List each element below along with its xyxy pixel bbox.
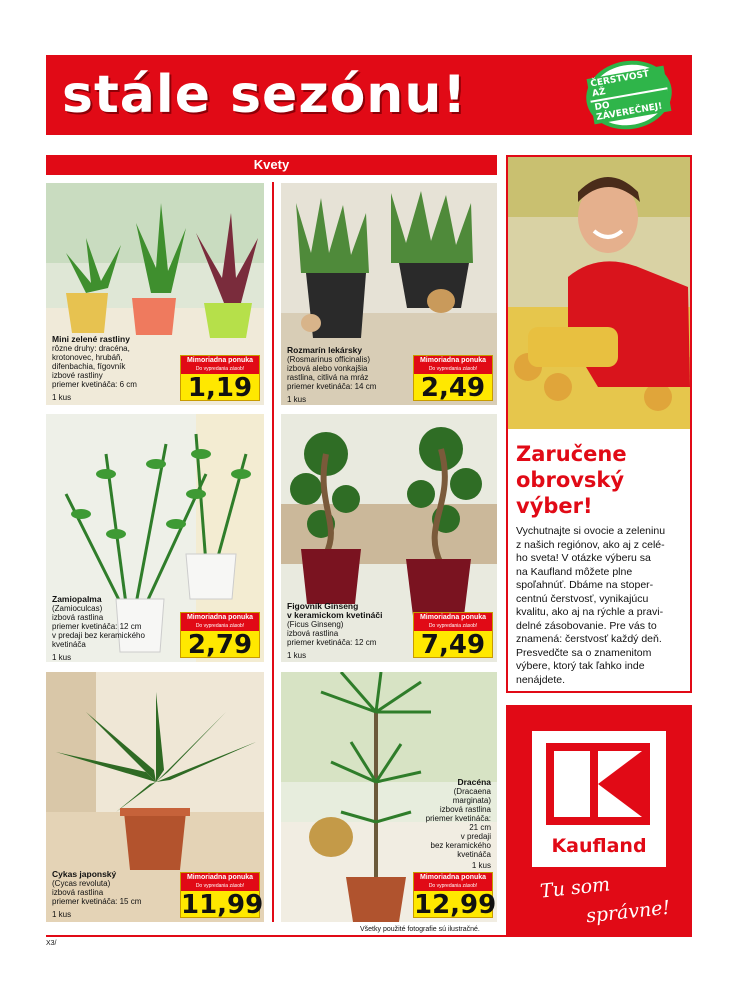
product-name: Zamiopalma xyxy=(52,594,102,604)
product-desc-2: krotonovec, hrubáň, xyxy=(52,353,123,362)
product-desc-1: (Zamioculcas) xyxy=(52,604,103,613)
product-desc-3: priemer kvetináča: 12 cm xyxy=(52,622,142,631)
slogan-line-2: správne! xyxy=(585,896,672,928)
product-desc-4: priemer kvetináča: 14 cm xyxy=(287,382,377,391)
section-title: Kvety xyxy=(46,155,497,175)
product-qty: 1 kus xyxy=(287,395,307,404)
product-name: Mini zelené rastliny xyxy=(52,334,130,344)
product-card-dracaena[interactable] xyxy=(281,672,497,922)
product-desc-2: marginata) xyxy=(452,796,491,805)
badge-line-1: ČERSTVOSŤ AŽ xyxy=(587,66,668,101)
promo-panel xyxy=(506,155,692,693)
product-info xyxy=(52,335,137,402)
product-desc-2: izbová alebo vonkajšia xyxy=(287,364,368,373)
product-info xyxy=(52,595,145,662)
price-tag xyxy=(180,612,260,658)
product-desc-1: rôzne druhy: dracéna, xyxy=(52,344,130,353)
price-label: Mimoriadna ponuka Do vypredania zásob! xyxy=(414,356,492,374)
price-label: Mimoriadna ponuka Do vypredania zásob! xyxy=(181,356,259,374)
product-name: Figovník Ginseng xyxy=(287,601,359,611)
badge-line-2: DO ZÁVEREČNEJ! xyxy=(591,89,672,124)
product-desc-2: izbová rastlina xyxy=(52,888,104,897)
price-value: 7,49 xyxy=(420,630,486,660)
promo-heading: Zaručene obrovský výber! xyxy=(516,442,627,518)
product-desc-4: priemer kvetináča: xyxy=(425,814,491,823)
product-desc-1: (Rosmarinus officinalis) xyxy=(287,355,370,364)
product-card-ficus-ginseng[interactable] xyxy=(281,414,497,662)
product-info xyxy=(426,778,491,870)
price-label: Mimoriadna ponuka Do vypredania zásob! xyxy=(181,613,259,631)
price-value: 2,79 xyxy=(187,630,253,660)
product-desc-3: difenbachia, fígovník xyxy=(52,362,126,371)
price-value: 1,19 xyxy=(187,373,253,403)
price-tag xyxy=(413,355,493,401)
product-qty: 1 kus xyxy=(471,861,491,870)
product-desc-5: priemer kvetináča: 6 cm xyxy=(52,380,137,389)
column-divider xyxy=(272,182,274,922)
bottom-divider xyxy=(46,935,692,937)
price-tag xyxy=(180,872,264,920)
product-name: Rozmarín lekársky xyxy=(287,345,363,355)
product-desc-8: kvetináča xyxy=(457,850,491,859)
product-desc-1: (Ficus Ginseng) xyxy=(287,620,344,629)
price-value: 12,99 xyxy=(414,890,497,920)
product-desc-4: izbové rastliny xyxy=(52,371,103,380)
product-desc-1: (Dracaena xyxy=(453,787,491,796)
product-desc-5: kvetináča xyxy=(52,640,86,649)
price-tag xyxy=(413,872,497,920)
price-value: 11,99 xyxy=(181,890,264,920)
price-value: 2,49 xyxy=(420,373,486,403)
product-card-mini-plants[interactable] xyxy=(46,183,264,405)
product-desc-3: priemer kvetináča: 12 cm xyxy=(287,638,377,647)
product-desc-4: v predaji bez keramického xyxy=(52,631,145,640)
product-desc-1: (Cycas revoluta) xyxy=(52,879,111,888)
price-tag xyxy=(413,612,493,658)
product-desc-2: izbová rastlina xyxy=(52,613,104,622)
page-code: X3/ xyxy=(46,940,57,947)
product-desc-3: rastlina, citlivá na mráz xyxy=(287,373,369,382)
product-desc-3: izbová rastlina xyxy=(439,805,491,814)
product-desc-6: v predaji xyxy=(460,832,491,841)
kaufland-k-icon xyxy=(546,743,650,825)
product-qty: 1 kus xyxy=(52,393,72,402)
freshness-badge xyxy=(581,54,678,136)
product-name-line-2: v keramickom kvetináči xyxy=(287,610,383,620)
product-card-cycas[interactable] xyxy=(46,672,264,922)
kaufland-logo xyxy=(532,731,666,867)
product-info xyxy=(52,870,141,919)
banner-title: stále sezónu! xyxy=(62,65,468,125)
product-qty: 1 kus xyxy=(52,910,72,919)
product-qty: 1 kus xyxy=(287,651,307,660)
product-info xyxy=(287,346,376,404)
salesman-photo xyxy=(508,157,690,429)
slogan-line-1: Tu som xyxy=(539,873,612,903)
product-desc-3: priemer kvetináča: 15 cm xyxy=(52,897,142,906)
price-tag xyxy=(180,355,260,401)
product-qty: 1 kus xyxy=(52,653,72,662)
price-label: Mimoriadna ponuka Do vypredania zásob! xyxy=(414,613,492,631)
price-label: Mimoriadna ponuka Do vypredania zásob! xyxy=(414,873,492,891)
product-info xyxy=(287,602,382,660)
price-label: Mimoriadna ponuka Do vypredania zásob! xyxy=(181,873,259,891)
product-desc-7: bez keramického xyxy=(430,841,491,850)
brand-block xyxy=(506,705,692,935)
photo-disclaimer: Všetky použité fotografie sú ilustračné. xyxy=(360,926,480,933)
product-desc-5: 21 cm xyxy=(469,823,491,832)
product-card-zamioculcas[interactable] xyxy=(46,414,264,662)
header-banner xyxy=(46,55,692,135)
product-desc-2: izbová rastlina xyxy=(287,629,339,638)
promo-text: Vychutnajte si ovocie a zeleninu z našich regiónov, ako aj z celé- ho sveta! V otázke výberu sa na Kaufland môžete plne spoľahnúť. Dbáme na stoper- centnú čerstvosť, vynikajúcu kvalitu, ako aj na rýchle a pravi- delné zásobovanie. Pre vás to znamená: čerstvosť každý deň. Presvedčte sa o znamenitom výbere, ktorý tak ľahko inde nenájdete. xyxy=(516,525,666,686)
product-card-rosemary[interactable] xyxy=(281,183,497,405)
brand-name: Kaufland xyxy=(551,835,647,857)
product-name: Dracéna xyxy=(457,777,491,787)
product-name: Cykas japonský xyxy=(52,869,117,879)
